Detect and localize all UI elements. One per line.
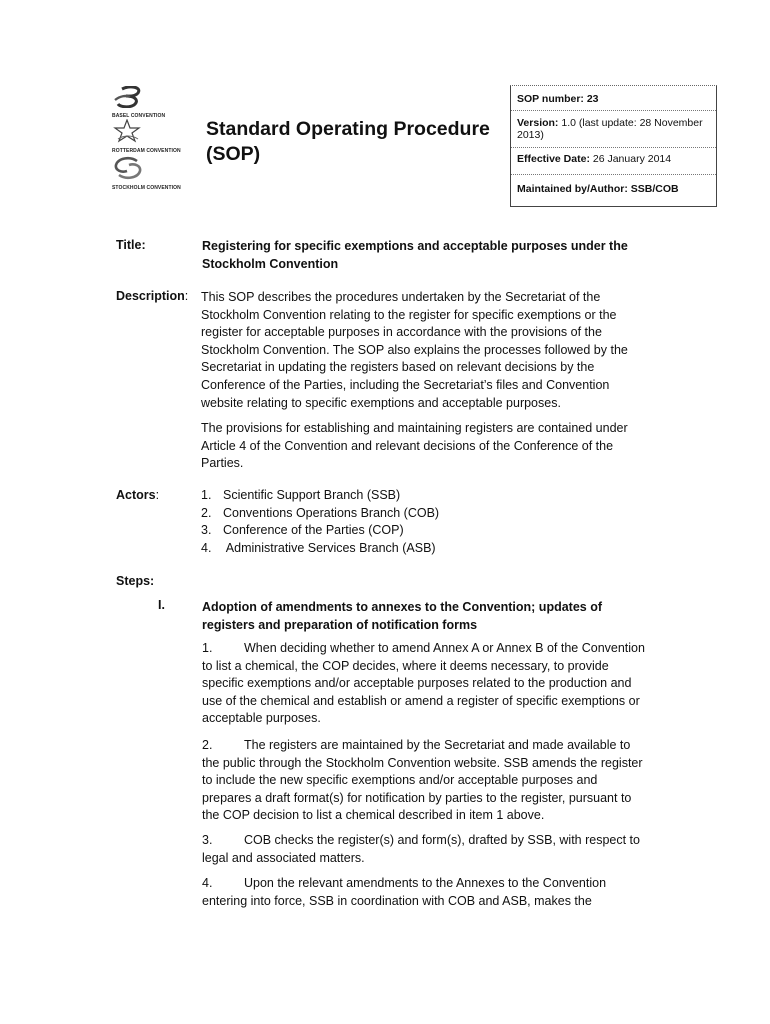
step-text: When deciding whether to amend Annex A or Annex B of the Convention to list a chemical, the COP decides, where it deems necessary, to provide specific exemptions and/or acceptable purposes related to the production and use of the chemical and establish or amend a register of specific exemptions or acceptable purposes. (202, 641, 645, 726)
page-title-line1: Standard Operating Procedure (206, 118, 490, 140)
info-divider (511, 147, 716, 148)
info-divider (511, 174, 716, 175)
step-item (202, 832, 650, 867)
actors-colon: : (155, 488, 160, 502)
list-item (201, 522, 404, 540)
list-item-text: Scientific Support Branch (SSB) (223, 488, 401, 502)
section-title: Adoption of amendments to annexes to the Convention; updates of registers and preparation of notification forms (202, 600, 603, 632)
description-colon: : (184, 289, 189, 303)
basel-logo-label: BASEL CONVENTION (112, 113, 166, 119)
stockholm-logo (112, 156, 192, 191)
step-item (202, 737, 650, 825)
list-item-number: 1. (201, 488, 212, 502)
description-label (116, 289, 188, 303)
version-value: 1.0 (last update: 28 November 2013) (517, 117, 703, 141)
title-text: Registering for specific exemptions and acceptable purposes under the Stockholm Convention (202, 239, 628, 271)
step-text: Upon the relevant amendments to the Annexes to the Convention entering into force, SSB in coordination with COB and ASB, makes the (202, 876, 607, 908)
rotterdam-logo (112, 119, 192, 154)
step-number: 1. (202, 641, 213, 655)
actors-label (116, 488, 159, 502)
actors-label-text: Actors (116, 488, 156, 502)
list-item-text: Administrative Services Branch (ASB) (223, 540, 436, 555)
title-label: Title: (116, 238, 146, 252)
step-item (202, 640, 650, 728)
steps-label: Steps: (116, 574, 155, 588)
effective-date (517, 153, 712, 165)
step-text: The registers are maintained by the Secretariat and made available to the public through the Stockholm Convention website. SSB amends the register to include the new specific exemptions and/or acceptable purposes and prepares a draft format(s) for notification by parties to the register, pursuant to the COP decision to list a chemical described in item 1 above. (202, 738, 643, 823)
section-numeral: I. (158, 598, 165, 612)
list-item (201, 505, 439, 523)
list-item-text: Conference of the Parties (COP) (223, 523, 404, 538)
list-item (201, 540, 436, 558)
rotterdam-logo-label: ROTTERDAM CONVENTION (112, 148, 181, 154)
step-number: 2. (202, 738, 213, 752)
stockholm-logo-label: STOCKHOLM CONVENTION (112, 185, 181, 191)
rotterdam-logo-icon (112, 119, 142, 143)
sop-info-box (510, 85, 717, 207)
list-item (201, 487, 400, 505)
step-number: 3. (202, 833, 213, 847)
sop-version (517, 117, 712, 141)
page-title (206, 117, 506, 167)
effective-label: Effective Date: (517, 153, 590, 165)
sop-number: SOP number: 23 (517, 93, 599, 105)
step-text: COB checks the register(s) and form(s), drafted by SSB, with respect to legal and associated matters. (202, 833, 640, 865)
list-item-text: Conventions Operations Branch (COB) (223, 505, 440, 520)
info-divider (511, 110, 716, 111)
basel-logo (112, 86, 192, 119)
effective-value: 26 January 2014 (589, 153, 672, 165)
stockholm-logo-icon (112, 156, 144, 180)
description-label-text: Description (116, 289, 185, 303)
step-number: 4. (202, 876, 213, 890)
list-item-number: 3. (201, 523, 212, 538)
version-label: Version: (517, 117, 559, 129)
step-item (202, 875, 650, 910)
list-item-number: 2. (201, 505, 212, 520)
page-title-line2: (SOP) (206, 143, 261, 165)
description-para1: This SOP describes the procedures undertaken by the Secretariat of the Stockholm Convention relating to the register for specific exemptions or the register for acceptable purposes in accordance with the provisions of the Stockholm Convention. The SOP also explains the processes followed by the Secretariat in updating the registers based on relevant decisions by the Conference of the Parties, including the Secretariat’s files and Convention website relating to specific exemptions and acceptable purposes. (201, 290, 628, 410)
description-para2: The provisions for establishing and maintaining registers are contained under Article 4 of the Convention and relevant decisions of the Conference of the Parties. (201, 421, 628, 471)
basel-logo-icon (112, 86, 146, 108)
maintained-by: Maintained by/Author: SSB/COB (517, 183, 679, 195)
list-item-number: 4. (201, 540, 212, 555)
